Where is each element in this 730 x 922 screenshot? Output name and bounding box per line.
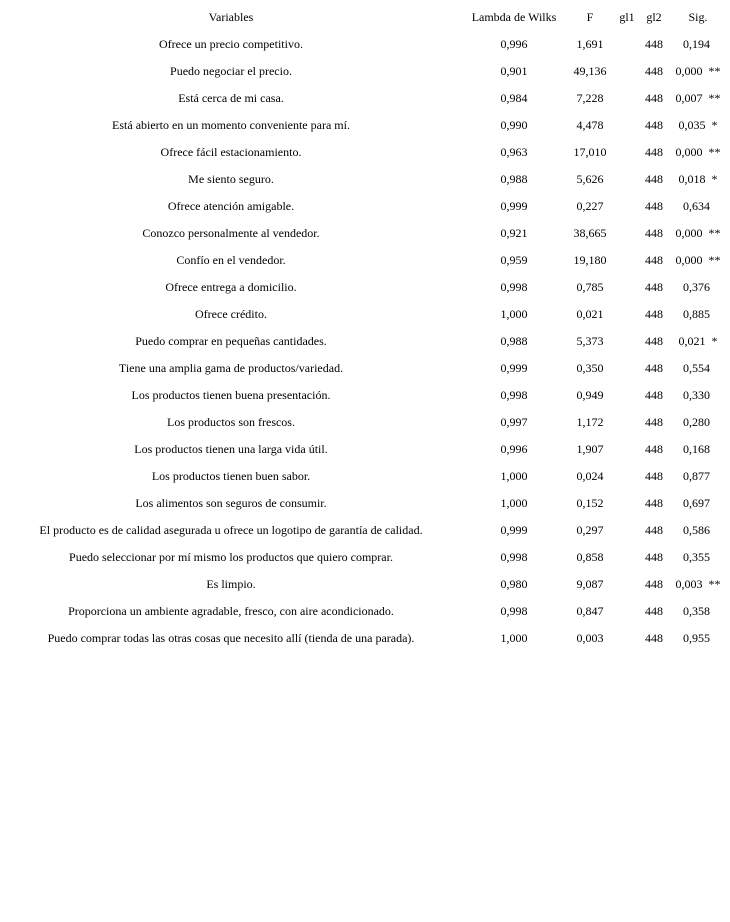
- f-cell: 0,152: [576, 496, 604, 510]
- f-cell: 19,180: [573, 253, 607, 267]
- gl1-cell: [614, 490, 640, 517]
- f-cell: 0,227: [576, 199, 604, 213]
- gl1-cell: [614, 598, 640, 625]
- gl2-cell: 448: [645, 145, 663, 159]
- gl2-cell: 448: [645, 577, 663, 591]
- significance-mark: **: [708, 145, 721, 159]
- sig-value: 0,168: [683, 442, 710, 456]
- sig-value: 0,194: [683, 37, 710, 51]
- table-row: [0, 328, 728, 355]
- gl2-cell: 448: [645, 469, 663, 483]
- table-row: [0, 58, 728, 85]
- gl2-cell: 448: [645, 496, 663, 510]
- gl2-cell: 448: [645, 415, 663, 429]
- variable-cell: Puedo negociar el precio.: [170, 64, 292, 78]
- gl2-cell: 448: [645, 604, 663, 618]
- lambda-cell: 0,999: [500, 523, 528, 537]
- gl1-cell: [614, 112, 640, 139]
- sig-value: 0,000: [675, 226, 703, 240]
- variable-cell: Está cerca de mi casa.: [178, 91, 284, 105]
- sig-cell: [668, 220, 728, 247]
- variable-cell: Es limpio.: [206, 577, 256, 591]
- sig-cell: [668, 490, 728, 517]
- gl1-cell: [614, 625, 640, 652]
- gl2-cell: 448: [645, 253, 663, 267]
- header-f: F: [586, 10, 594, 24]
- significance-mark: **: [708, 253, 721, 267]
- variable-cell: Confío en el vendedor.: [176, 253, 286, 267]
- significance-mark: *: [711, 172, 718, 186]
- lambda-cell: 1,000: [500, 469, 528, 483]
- gl1-cell: [614, 328, 640, 355]
- variable-cell: Los productos tienen una larga vida útil.: [134, 442, 328, 456]
- lambda-cell: 0,984: [500, 91, 528, 105]
- gl2-cell: 448: [645, 334, 663, 348]
- gl1-cell: [614, 31, 640, 58]
- gl1-cell: [614, 571, 640, 598]
- f-cell: 0,847: [576, 604, 604, 618]
- wilks-lambda-table: [0, 4, 728, 652]
- sig-value: 0,554: [683, 361, 710, 375]
- sig-value: 0,955: [683, 631, 710, 645]
- table-row: [0, 382, 728, 409]
- table-row: [0, 274, 728, 301]
- lambda-cell: 0,963: [500, 145, 528, 159]
- variable-cell: Está abierto en un momento conveniente para mí.: [112, 118, 350, 132]
- f-cell: 0,949: [576, 388, 604, 402]
- sig-cell: [668, 463, 728, 490]
- sig-cell: [668, 544, 728, 571]
- gl2-cell: 448: [645, 172, 663, 186]
- gl1-cell: [614, 166, 640, 193]
- lambda-cell: 1,000: [500, 631, 528, 645]
- variable-cell: Puedo comprar en pequeñas cantidades.: [135, 334, 327, 348]
- f-cell: 17,010: [573, 145, 607, 159]
- gl2-cell: 448: [645, 280, 663, 294]
- gl2-cell: 448: [645, 442, 663, 456]
- sig-cell: [668, 328, 728, 355]
- lambda-cell: 0,959: [500, 253, 528, 267]
- f-cell: 0,297: [576, 523, 604, 537]
- header-sig: Sig.: [688, 10, 708, 24]
- sig-value: 0,586: [683, 523, 710, 537]
- gl2-cell: 448: [645, 64, 663, 78]
- header-gl2: gl2: [646, 10, 662, 24]
- gl1-cell: [614, 58, 640, 85]
- sig-value: 0,885: [683, 307, 710, 321]
- f-cell: 1,172: [576, 415, 604, 429]
- lambda-cell: 1,000: [500, 307, 528, 321]
- table-row: [0, 31, 728, 58]
- variable-cell: Me siento seguro.: [188, 172, 274, 186]
- significance-mark: **: [708, 91, 721, 105]
- lambda-cell: 0,997: [500, 415, 528, 429]
- gl2-cell: 448: [645, 118, 663, 132]
- sig-cell: [668, 85, 728, 112]
- lambda-cell: 0,999: [500, 361, 528, 375]
- sig-cell: [668, 517, 728, 544]
- variable-cell: Los alimentos son seguros de consumir.: [135, 496, 327, 510]
- table-row: [0, 571, 728, 598]
- significance-mark: *: [711, 118, 718, 132]
- gl2-cell: 448: [645, 361, 663, 375]
- lambda-cell: 0,921: [500, 226, 528, 240]
- lambda-cell: 0,998: [500, 388, 528, 402]
- gl1-cell: [614, 517, 640, 544]
- table-row: [0, 490, 728, 517]
- sig-cell: [668, 58, 728, 85]
- lambda-cell: 1,000: [500, 496, 528, 510]
- f-cell: 4,478: [576, 118, 604, 132]
- f-cell: 5,626: [576, 172, 604, 186]
- lambda-cell: 0,996: [500, 37, 528, 51]
- f-cell: 0,021: [576, 307, 604, 321]
- variable-cell: Ofrece un precio competitivo.: [159, 37, 303, 51]
- gl1-cell: [614, 274, 640, 301]
- variable-cell: Los productos tienen buen sabor.: [151, 469, 311, 483]
- gl1-cell: [614, 139, 640, 166]
- gl1-cell: [614, 544, 640, 571]
- sig-value: 0,003: [675, 577, 703, 591]
- sig-value: 0,000: [675, 253, 703, 267]
- f-cell: 0,785: [576, 280, 604, 294]
- table-row: [0, 112, 728, 139]
- variable-cell: Conozco personalmente al vendedor.: [142, 226, 320, 240]
- gl1-cell: [614, 220, 640, 247]
- sig-cell: [668, 193, 728, 220]
- sig-cell: [668, 31, 728, 58]
- variable-cell: Tiene una amplia gama de productos/variedad.: [118, 361, 344, 375]
- sig-cell: [668, 247, 728, 274]
- sig-cell: [668, 571, 728, 598]
- sig-cell: [668, 166, 728, 193]
- f-cell: 9,087: [576, 577, 604, 591]
- table-row: [0, 193, 728, 220]
- lambda-cell: 0,998: [500, 604, 528, 618]
- table-row: [0, 409, 728, 436]
- variable-cell: El producto es de calidad asegurada u ofrece un logotipo de garantía de calidad.: [39, 523, 423, 537]
- variable-cell: Ofrece crédito.: [195, 307, 267, 321]
- f-cell: 0,003: [576, 631, 604, 645]
- significance-mark: **: [708, 577, 721, 591]
- f-cell: 5,373: [576, 334, 604, 348]
- gl2-cell: 448: [645, 91, 663, 105]
- sig-value: 0,035: [678, 118, 706, 132]
- significance-mark: **: [708, 226, 721, 240]
- sig-cell: [668, 112, 728, 139]
- table-row: [0, 247, 728, 274]
- sig-cell: [668, 382, 728, 409]
- sig-value: 0,000: [675, 64, 703, 78]
- variable-cell: Los productos son frescos.: [167, 415, 295, 429]
- table-row: [0, 85, 728, 112]
- gl2-cell: 448: [645, 226, 663, 240]
- gl1-cell: [614, 85, 640, 112]
- lambda-cell: 0,999: [500, 199, 528, 213]
- lambda-cell: 0,996: [500, 442, 528, 456]
- sig-value: 0,877: [683, 469, 710, 483]
- table-row: [0, 220, 728, 247]
- sig-value: 0,007: [675, 91, 703, 105]
- gl1-cell: [614, 301, 640, 328]
- sig-value: 0,355: [683, 550, 710, 564]
- sig-cell: [668, 625, 728, 652]
- sig-value: 0,330: [683, 388, 710, 402]
- sig-cell: [668, 355, 728, 382]
- gl1-cell: [614, 463, 640, 490]
- gl1-cell: [614, 193, 640, 220]
- sig-cell: [668, 598, 728, 625]
- gl1-cell: [614, 355, 640, 382]
- header-lambda: Lambda de Wilks: [471, 10, 557, 24]
- significance-mark: **: [708, 64, 721, 78]
- f-cell: 0,024: [576, 469, 604, 483]
- sig-cell: [668, 301, 728, 328]
- f-cell: 0,350: [576, 361, 604, 375]
- gl2-cell: 448: [645, 37, 663, 51]
- sig-value: 0,634: [683, 199, 710, 213]
- f-cell: 0,858: [576, 550, 604, 564]
- lambda-cell: 0,998: [500, 280, 528, 294]
- gl2-cell: 448: [645, 631, 663, 645]
- table-row: [0, 463, 728, 490]
- variable-cell: Ofrece entrega a domicilio.: [165, 280, 297, 294]
- sig-value: 0,021: [678, 334, 706, 348]
- f-cell: 1,907: [576, 442, 604, 456]
- sig-cell: [668, 274, 728, 301]
- table-row: [0, 301, 728, 328]
- variable-cell: Puedo comprar todas las otras cosas que necesito allí (tienda de una parada).: [47, 631, 415, 645]
- gl1-cell: [614, 436, 640, 463]
- sig-value: 0,018: [678, 172, 706, 186]
- table-row: [0, 544, 728, 571]
- lambda-cell: 0,980: [500, 577, 528, 591]
- lambda-cell: 0,990: [500, 118, 528, 132]
- table-row: [0, 139, 728, 166]
- sig-value: 0,358: [683, 604, 710, 618]
- gl2-cell: 448: [645, 388, 663, 402]
- table-row: [0, 625, 728, 652]
- sig-cell: [668, 436, 728, 463]
- significance-mark: *: [711, 334, 718, 348]
- variable-cell: Los productos tienen buena presentación.: [131, 388, 331, 402]
- lambda-cell: 0,988: [500, 172, 528, 186]
- variable-cell: Ofrece atención amigable.: [167, 199, 295, 213]
- gl1-cell: [614, 247, 640, 274]
- gl2-cell: 448: [645, 550, 663, 564]
- header-variables: Variables: [208, 10, 254, 24]
- lambda-cell: 0,988: [500, 334, 528, 348]
- header-row: [0, 4, 728, 31]
- table-row: [0, 598, 728, 625]
- sig-value: 0,376: [683, 280, 710, 294]
- lambda-cell: 0,901: [500, 64, 528, 78]
- sig-value: 0,280: [683, 415, 710, 429]
- gl1-cell: [614, 409, 640, 436]
- f-cell: 49,136: [573, 64, 607, 78]
- sig-cell: [668, 139, 728, 166]
- table-row: [0, 355, 728, 382]
- variable-cell: Proporciona un ambiente agradable, fresco, con aire acondicionado.: [68, 604, 394, 618]
- gl2-cell: 448: [645, 199, 663, 213]
- gl2-cell: 448: [645, 307, 663, 321]
- variable-cell: Puedo seleccionar por mí mismo los productos que quiero comprar.: [69, 550, 393, 564]
- sig-value: 0,697: [683, 496, 710, 510]
- gl2-cell: 448: [645, 523, 663, 537]
- gl1-cell: [614, 382, 640, 409]
- f-cell: 38,665: [573, 226, 607, 240]
- header-gl1: gl1: [619, 10, 635, 24]
- lambda-cell: 0,998: [500, 550, 528, 564]
- f-cell: 7,228: [576, 91, 604, 105]
- table-row: [0, 166, 728, 193]
- table-row: [0, 517, 728, 544]
- variable-cell: Ofrece fácil estacionamiento.: [160, 145, 302, 159]
- f-cell: 1,691: [576, 37, 604, 51]
- sig-cell: [668, 409, 728, 436]
- sig-value: 0,000: [675, 145, 703, 159]
- table-row: [0, 436, 728, 463]
